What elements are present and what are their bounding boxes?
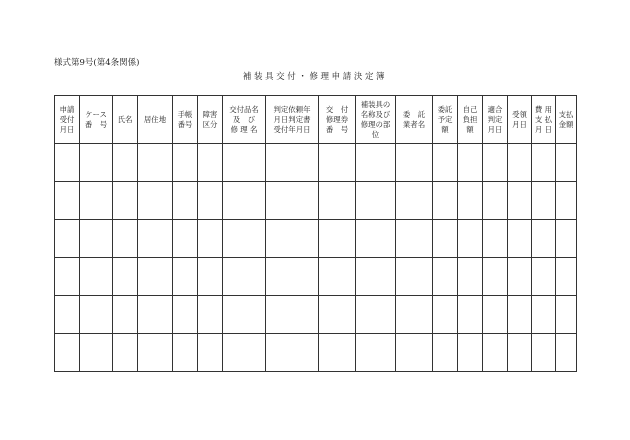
col-payment-amount: 支払 金額 bbox=[556, 96, 577, 144]
cell-voucher-number bbox=[319, 182, 356, 220]
cell-handbook-number bbox=[173, 258, 198, 296]
cell-disability-class bbox=[198, 182, 223, 220]
cell-commission-estimate bbox=[433, 182, 458, 220]
cell-voucher-number bbox=[319, 334, 356, 372]
cell-handbook-number bbox=[173, 296, 198, 334]
ledger-table bbox=[54, 95, 577, 372]
col-receipt-date: 受領 月日 bbox=[508, 96, 532, 144]
cell-payment-amount bbox=[556, 258, 577, 296]
col-self-pay: 自己 負担 額 bbox=[458, 96, 483, 144]
cell-residence bbox=[138, 296, 173, 334]
cell-contractor bbox=[396, 144, 433, 182]
cell-payment-date bbox=[532, 334, 556, 372]
cell-residence bbox=[138, 334, 173, 372]
cell-judgment-request bbox=[266, 182, 319, 220]
ledger-body bbox=[55, 144, 577, 372]
col-application-date: 申請 受付 月日 bbox=[55, 96, 80, 144]
cell-judgment-request bbox=[266, 144, 319, 182]
cell-receipt-date bbox=[508, 182, 532, 220]
cell-conformity-date bbox=[483, 296, 508, 334]
col-disability-class: 障害 区分 bbox=[198, 96, 223, 144]
cell-contractor bbox=[396, 296, 433, 334]
cell-residence bbox=[138, 182, 173, 220]
cell-payment-amount bbox=[556, 182, 577, 220]
cell-self-pay bbox=[458, 258, 483, 296]
cell-case-number bbox=[80, 296, 113, 334]
cell-conformity-date bbox=[483, 334, 508, 372]
table-row bbox=[55, 334, 577, 372]
cell-receipt-date bbox=[508, 220, 532, 258]
cell-receipt-date bbox=[508, 144, 532, 182]
cell-conformity-date bbox=[483, 220, 508, 258]
col-handbook-number: 手帳 番号 bbox=[173, 96, 198, 144]
cell-judgment-request bbox=[266, 220, 319, 258]
form-number: 様式第9号(第4条関係) bbox=[54, 58, 140, 68]
cell-application-date bbox=[55, 258, 80, 296]
cell-device-name bbox=[356, 144, 396, 182]
cell-handbook-number bbox=[173, 220, 198, 258]
cell-name bbox=[113, 334, 138, 372]
cell-voucher-number bbox=[319, 220, 356, 258]
table-row bbox=[55, 182, 577, 220]
cell-payment-date bbox=[532, 296, 556, 334]
cell-payment-amount bbox=[556, 144, 577, 182]
cell-disability-class bbox=[198, 258, 223, 296]
cell-conformity-date bbox=[483, 144, 508, 182]
cell-device-name bbox=[356, 220, 396, 258]
cell-conformity-date bbox=[483, 182, 508, 220]
cell-voucher-number bbox=[319, 296, 356, 334]
cell-case-number bbox=[80, 182, 113, 220]
col-case-number: ケース 番 号 bbox=[80, 96, 113, 144]
cell-name bbox=[113, 296, 138, 334]
col-commission-estimate: 委託 予定 額 bbox=[433, 96, 458, 144]
col-device-name: 補装具の 名称及び 修理の部 位 bbox=[356, 96, 396, 144]
cell-judgment-request bbox=[266, 296, 319, 334]
cell-residence bbox=[138, 220, 173, 258]
cell-commission-estimate bbox=[433, 144, 458, 182]
cell-self-pay bbox=[458, 182, 483, 220]
cell-disability-class bbox=[198, 144, 223, 182]
table-row bbox=[55, 144, 577, 182]
cell-device-name bbox=[356, 334, 396, 372]
cell-disability-class bbox=[198, 296, 223, 334]
cell-application-date bbox=[55, 334, 80, 372]
cell-payment-date bbox=[532, 182, 556, 220]
cell-device-name bbox=[356, 296, 396, 334]
cell-handbook-number bbox=[173, 182, 198, 220]
col-residence: 居住地 bbox=[138, 96, 173, 144]
cell-name bbox=[113, 220, 138, 258]
cell-residence bbox=[138, 144, 173, 182]
cell-payment-date bbox=[532, 220, 556, 258]
cell-case-number bbox=[80, 334, 113, 372]
cell-contractor bbox=[396, 182, 433, 220]
cell-receipt-date bbox=[508, 258, 532, 296]
cell-name bbox=[113, 258, 138, 296]
col-item-name: 交付品名 及 び 修 理 名 bbox=[223, 96, 266, 144]
cell-voucher-number bbox=[319, 144, 356, 182]
cell-contractor bbox=[396, 220, 433, 258]
col-name: 氏名 bbox=[113, 96, 138, 144]
cell-self-pay bbox=[458, 144, 483, 182]
col-contractor: 委 託 業者名 bbox=[396, 96, 433, 144]
cell-payment-date bbox=[532, 144, 556, 182]
cell-disability-class bbox=[198, 220, 223, 258]
cell-item-name bbox=[223, 144, 266, 182]
col-judgment-request: 判定依頼年 月日判定書 受付年月日 bbox=[266, 96, 319, 144]
cell-device-name bbox=[356, 182, 396, 220]
cell-case-number bbox=[80, 144, 113, 182]
cell-payment-date bbox=[532, 258, 556, 296]
cell-payment-amount bbox=[556, 334, 577, 372]
cell-commission-estimate bbox=[433, 334, 458, 372]
cell-commission-estimate bbox=[433, 296, 458, 334]
cell-case-number bbox=[80, 220, 113, 258]
cell-device-name bbox=[356, 258, 396, 296]
table-row bbox=[55, 258, 577, 296]
table-row bbox=[55, 296, 577, 334]
header-row bbox=[55, 96, 577, 144]
cell-receipt-date bbox=[508, 334, 532, 372]
cell-item-name bbox=[223, 296, 266, 334]
cell-name bbox=[113, 182, 138, 220]
document-title: 補装具交付・修理申請決定簿 bbox=[242, 72, 388, 82]
cell-conformity-date bbox=[483, 258, 508, 296]
cell-item-name bbox=[223, 182, 266, 220]
cell-receipt-date bbox=[508, 296, 532, 334]
cell-application-date bbox=[55, 220, 80, 258]
cell-item-name bbox=[223, 220, 266, 258]
cell-payment-amount bbox=[556, 220, 577, 258]
cell-residence bbox=[138, 258, 173, 296]
table-row bbox=[55, 220, 577, 258]
cell-application-date bbox=[55, 296, 80, 334]
cell-self-pay bbox=[458, 334, 483, 372]
cell-handbook-number bbox=[173, 334, 198, 372]
cell-commission-estimate bbox=[433, 258, 458, 296]
cell-application-date bbox=[55, 182, 80, 220]
cell-item-name bbox=[223, 258, 266, 296]
cell-item-name bbox=[223, 334, 266, 372]
cell-judgment-request bbox=[266, 258, 319, 296]
cell-contractor bbox=[396, 334, 433, 372]
col-payment-date: 費 用 支 払 月 日 bbox=[532, 96, 556, 144]
cell-voucher-number bbox=[319, 258, 356, 296]
cell-self-pay bbox=[458, 296, 483, 334]
col-voucher-number: 交 付 修理券 番 号 bbox=[319, 96, 356, 144]
cell-judgment-request bbox=[266, 334, 319, 372]
cell-case-number bbox=[80, 258, 113, 296]
cell-contractor bbox=[396, 258, 433, 296]
cell-name bbox=[113, 144, 138, 182]
cell-application-date bbox=[55, 144, 80, 182]
cell-disability-class bbox=[198, 334, 223, 372]
cell-payment-amount bbox=[556, 296, 577, 334]
cell-self-pay bbox=[458, 220, 483, 258]
cell-commission-estimate bbox=[433, 220, 458, 258]
cell-handbook-number bbox=[173, 144, 198, 182]
col-conformity-date: 適合 判定 月日 bbox=[483, 96, 508, 144]
